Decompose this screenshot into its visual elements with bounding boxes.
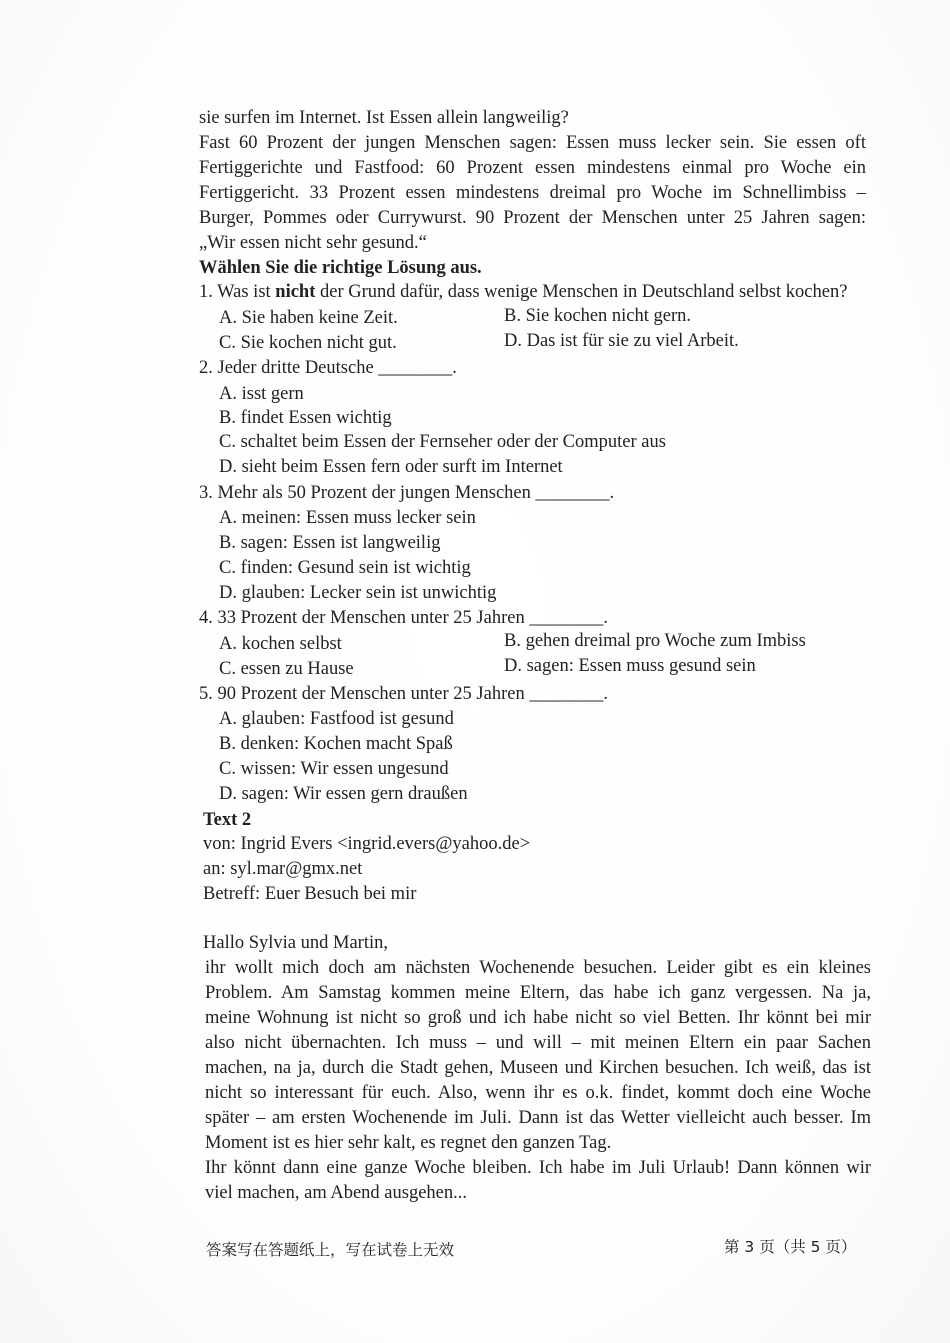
text2-heading: Text 2 <box>203 810 252 830</box>
text1-line-5: Burger, Pommes oder Currywurst. 90 Prozent der Menschen unter 25 Jahren sagen: <box>199 208 866 228</box>
email-line-4: also nicht übernachten. Ich muss – und will – mit meinen Eltern ein paar Sachen <box>205 1033 871 1053</box>
email-line-9: Ihr könnt dann eine ganze Woche bleiben. Ich habe im Juli Urlaub! Dann können wir <box>205 1158 871 1178</box>
question-3-option-b: B. sagen: Essen ist langweilig <box>219 533 441 553</box>
question-2-option-c: C. schaltet beim Essen der Fernseher oder der Computer aus <box>219 432 666 452</box>
text1-line-3: Fertiggerichte und Fastfood: 60 Prozent essen mindestens einmal pro Woche ein <box>199 158 866 178</box>
email-to: an: syl.mar@gmx.net <box>203 859 363 879</box>
question-1-option-a: A. Sie haben keine Zeit. <box>219 308 398 328</box>
page-number: 第 3 页（共 5 页） <box>724 1238 857 1256</box>
question-1-option-d: D. Das ist für sie zu viel Arbeit. <box>504 331 739 351</box>
question-4-option-a: A. kochen selbst <box>219 634 342 654</box>
text1-line-6: „Wir essen nicht sehr gesund.“ <box>199 233 427 253</box>
email-line-5: machen, na ja, durch die Stadt gehen, Museen und Kirchen besuchen. Ich weiß, das ist <box>205 1058 871 1078</box>
question-4: 4. 33 Prozent der Menschen unter 25 Jahren ________. <box>199 608 608 628</box>
question-4-option-c: C. essen zu Hause <box>219 659 354 679</box>
question-1: 1. Was ist nicht der Grund dafür, dass wenige Menschen in Deutschland selbst kochen? <box>199 282 848 302</box>
email-subject: Betreff: Euer Besuch bei mir <box>203 884 417 904</box>
question-3-option-c: C. finden: Gesund sein ist wichtig <box>219 558 471 578</box>
question-5-option-d: D. sagen: Wir essen gern draußen <box>219 784 468 804</box>
email-line-6: nicht so interessant für euch. Also, wenn ihr es o.k. findet, kommt doch eine Woche <box>205 1083 871 1103</box>
question-2-option-b: B. findet Essen wichtig <box>219 408 392 428</box>
email-line-7: später – am ersten Wochenende im Juli. Dann ist das Wetter vielleicht auch besser. Im <box>205 1108 871 1128</box>
email-greeting: Hallo Sylvia und Martin, <box>203 933 388 953</box>
question-3: 3. Mehr als 50 Prozent der jungen Menschen ________. <box>199 483 615 503</box>
email-line-3: meine Wohnung ist nicht so groß und ich habe nicht so viel Betten. Ihr könnt bei mir <box>205 1008 871 1028</box>
footer-note: 答案写在答题纸上，写在试卷上无效 <box>206 1241 455 1259</box>
question-2-option-d: D. sieht beim Essen fern oder surft im Internet <box>219 457 563 477</box>
question-4-option-b: B. gehen dreimal pro Woche zum Imbiss <box>504 631 806 651</box>
question-1-option-b: B. Sie kochen nicht gern. <box>504 306 692 326</box>
text1-line-2: Fast 60 Prozent der jungen Menschen sagen: Essen muss lecker sein. Sie essen oft <box>199 133 866 153</box>
email-line-10: viel machen, am Abend ausgehen... <box>205 1183 467 1203</box>
question-2-option-a: A. isst gern <box>219 384 304 404</box>
email-line-1: ihr wollt mich doch am nächsten Wochenende besuchen. Leider gibt es ein kleines <box>205 958 871 978</box>
question-3-option-a: A. meinen: Essen muss lecker sein <box>219 508 476 528</box>
question-4-option-d: D. sagen: Essen muss gesund sein <box>504 656 756 676</box>
email-line-2: Problem. Am Samstag kommen meine Eltern, das habe ich ganz vergessen. Na ja, <box>205 983 871 1003</box>
question-5-option-c: C. wissen: Wir essen ungesund <box>219 759 449 779</box>
question-5-option-b: B. denken: Kochen macht Spaß <box>219 734 453 754</box>
text1-line-4: Fertiggericht. 33 Prozent essen mindestens dreimal pro Woche im Schnellimbiss – <box>199 183 866 203</box>
question-3-option-d: D. glauben: Lecker sein ist unwichtig <box>219 583 497 603</box>
instruction-heading: Wählen Sie die richtige Lösung aus. <box>199 258 482 278</box>
question-5: 5. 90 Prozent der Menschen unter 25 Jahren ________. <box>199 684 608 704</box>
text1-line-1: sie surfen im Internet. Ist Essen allein langweilig? <box>199 108 569 128</box>
question-1-option-c: C. Sie kochen nicht gut. <box>219 333 397 353</box>
question-5-option-a: A. glauben: Fastfood ist gesund <box>219 709 454 729</box>
email-from: von: Ingrid Evers <ingrid.evers@yahoo.de> <box>203 834 531 854</box>
email-line-8: Moment ist es hier sehr kalt, es regnet den ganzen Tag. <box>205 1133 612 1153</box>
question-2: 2. Jeder dritte Deutsche ________. <box>199 358 457 378</box>
